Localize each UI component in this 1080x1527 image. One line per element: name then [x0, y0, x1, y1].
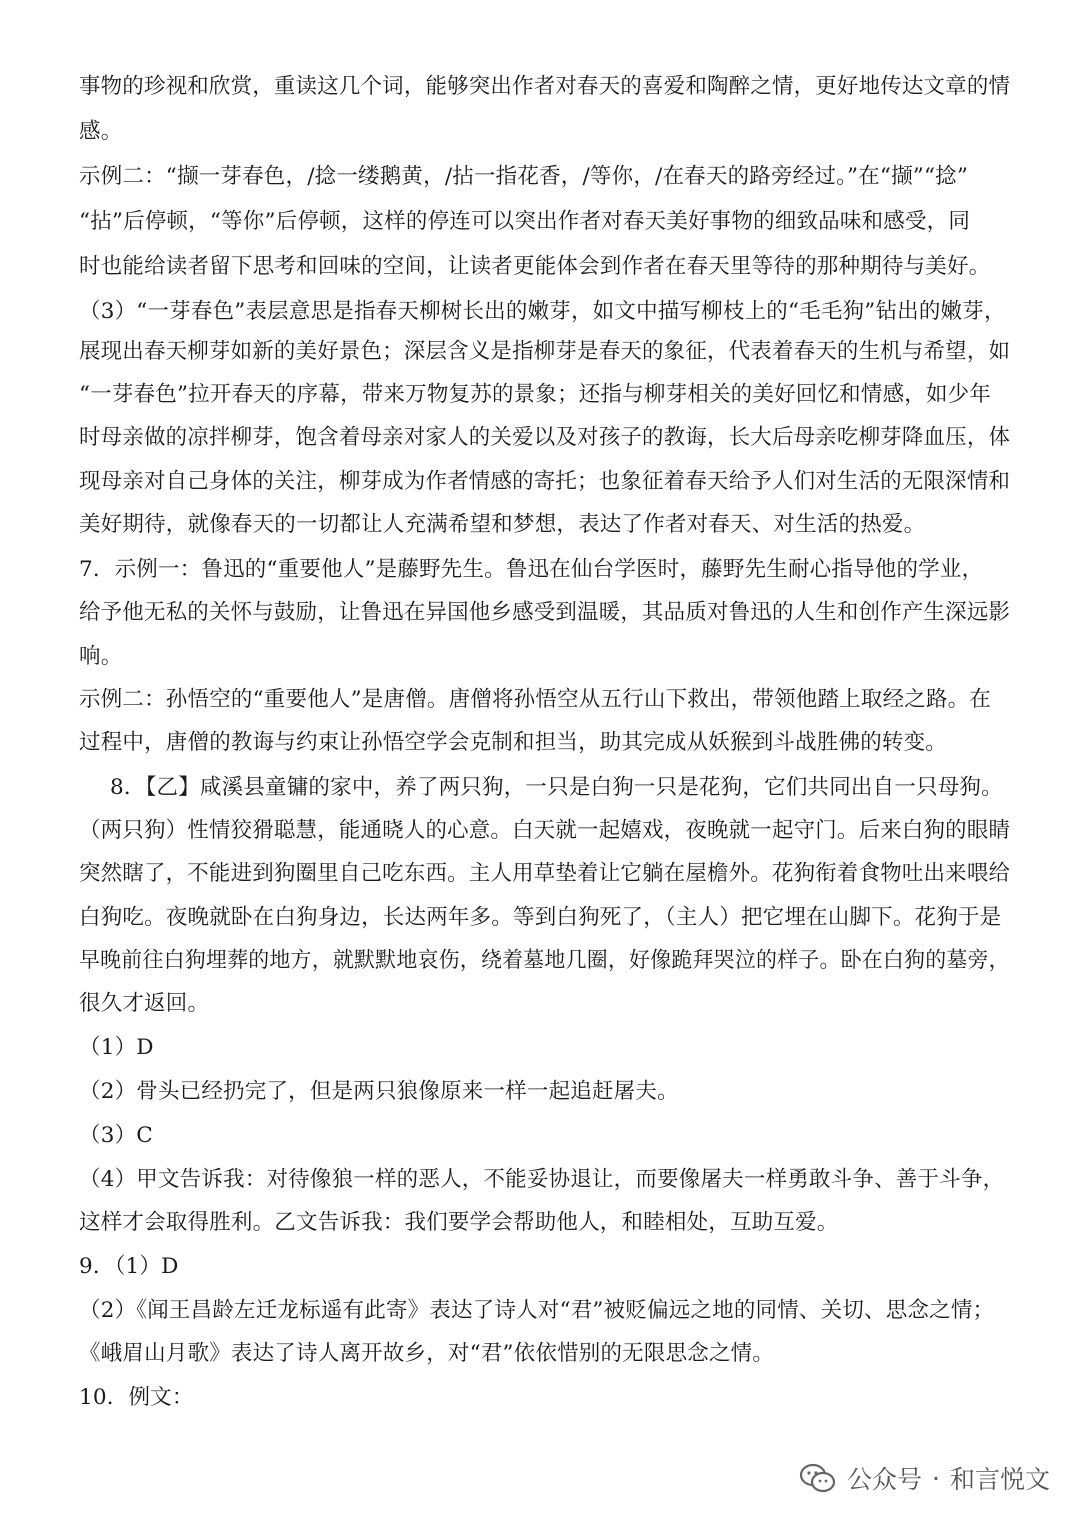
text-line: 《峨眉山月歌》表达了诗人离开故乡，对“君”依依惜别的无限思念之情。 — [79, 1341, 775, 1366]
text-line: 突然瞎了，不能进到狗圈里自己吃东西。主人用草垫着让它躺在屋檐外。花狗衔着食物吐出来喂给 — [79, 861, 1011, 886]
watermark-account: 和言悦文 — [949, 1465, 1050, 1494]
text-line: 10．例文： — [79, 1385, 194, 1410]
text-line: （两只狗）性情狡猾聪慧，能通晓人的心意。白天就一起嬉戏，夜晚就一起守门。后来白狗的眼睛 — [79, 818, 1011, 843]
text-line: 很久才返回。 — [79, 991, 210, 1016]
text-line: “一芽春色”拉开春天的序幕，带来万物复苏的景象；还指与柳芽相关的美好回忆和情感，如少年 — [79, 382, 992, 407]
text-line: 8．【乙】咸溪县童镛的家中，养了两只狗，一只是白狗一只是花狗，它们共同出自一只母狗。 — [110, 775, 1003, 800]
text-line: 示例二：“撷一芽春色，/捻一缕鹅黄，/拈一指花香，/等你，/在春天的路旁经过。”在“撷”“捻” — [79, 164, 969, 189]
text-line: 时也能给读者留下思考和回味的空间，让读者更能体会到作者在春天里等待的那种期待与美好。 — [79, 254, 991, 279]
text-line: （3）C — [79, 1123, 153, 1148]
text-line: 白狗吃。夜晚就卧在白狗身边，长达两年多。等到白狗死了，（主人）把它埋在山脚下。花狗于是 — [79, 905, 1002, 930]
text-line: （3）“一芽春色”表层意思是指春天柳树长出的嫩芽，如文中描写柳枝上的“毛毛狗”钻出的嫩芽， — [79, 299, 1006, 324]
text-line: 现母亲对自己身体的关注，柳芽成为作者情感的寄托；也象征着春天给予人们对生活的无限深情和 — [79, 469, 1011, 494]
text-line: 美好期待，就像春天的一切都让人充满希望和梦想，表达了作者对春天、对生活的热爱。 — [79, 512, 926, 537]
text-line: 事物的珍视和欣赏，重读这几个词，能够突出作者对春天的喜爱和陶醉之情，更好地传达文章的情 — [79, 74, 1011, 99]
text-line: （2）《闻王昌龄左迁龙标遥有此寄》表达了诗人对“君”被贬偏远之地的同情、关切、思念之情； — [79, 1298, 995, 1323]
text-line: 时母亲做的凉拌柳芽，饱含着母亲对家人的关爱以及对孩子的教诲，长大后母亲吃柳芽降血压，体 — [79, 425, 1011, 450]
text-line: 示例二：孙悟空的“重要他人”是唐僧。唐僧将孙悟空从五行山下救出，带领他踏上取经之路。在 — [79, 687, 992, 712]
wechat-icon — [799, 1462, 837, 1494]
text-line: “拈”后停顿，“等你”后停顿，这样的停连可以突出作者对春天美好事物的细致品味和感受，同 — [79, 209, 971, 234]
watermark-separator: · — [932, 1463, 940, 1493]
text-line: 响。 — [79, 644, 123, 669]
text-line: 展现出春天柳芽如新的美好景色；深层含义是指柳芽是春天的象征，代表着春天的生机与希望，如 — [79, 339, 1011, 364]
text-line: 早晚前往白狗埋葬的地方，就默默地哀伤，绕着墓地几圈，好像跪拜哭泣的样子。卧在白狗的墓旁， — [79, 948, 1010, 973]
watermark-label: 公众号 — [847, 1465, 923, 1494]
text-line: 过程中，唐僧的教诲与约束让孙悟空学会克制和担当，助其完成从妖猴到斗战胜佛的转变。 — [79, 730, 948, 755]
text-line: 这样才会取得胜利。乙文告诉我：我们要学会帮助他人，和睦相处，互助互爱。 — [79, 1210, 839, 1235]
text-line: （2）骨头已经扔完了，但是两只狼像原来一样一起追赶屠夫。 — [79, 1079, 679, 1104]
watermark — [799, 1458, 1050, 1498]
text-line: （1）D — [79, 1035, 154, 1060]
text-line: 给予他无私的关怀与鼓励，让鲁迅在异国他乡感受到温暖，其品质对鲁迅的人生和创作产生深远影 — [79, 600, 1011, 625]
text-line: 9．（1）D — [79, 1254, 179, 1279]
text-line: （4）甲文告诉我：对待像狼一样的恶人，不能妥协退让，而要像屠夫一样勇敢斗争、善于斗争， — [79, 1167, 1005, 1192]
text-line: 感。 — [79, 119, 123, 144]
text-line: 7．示例一：鲁迅的“重要他人”是藤野先生。鲁迅在仙台学医时，藤野先生耐心指导他的学业， — [79, 557, 984, 582]
